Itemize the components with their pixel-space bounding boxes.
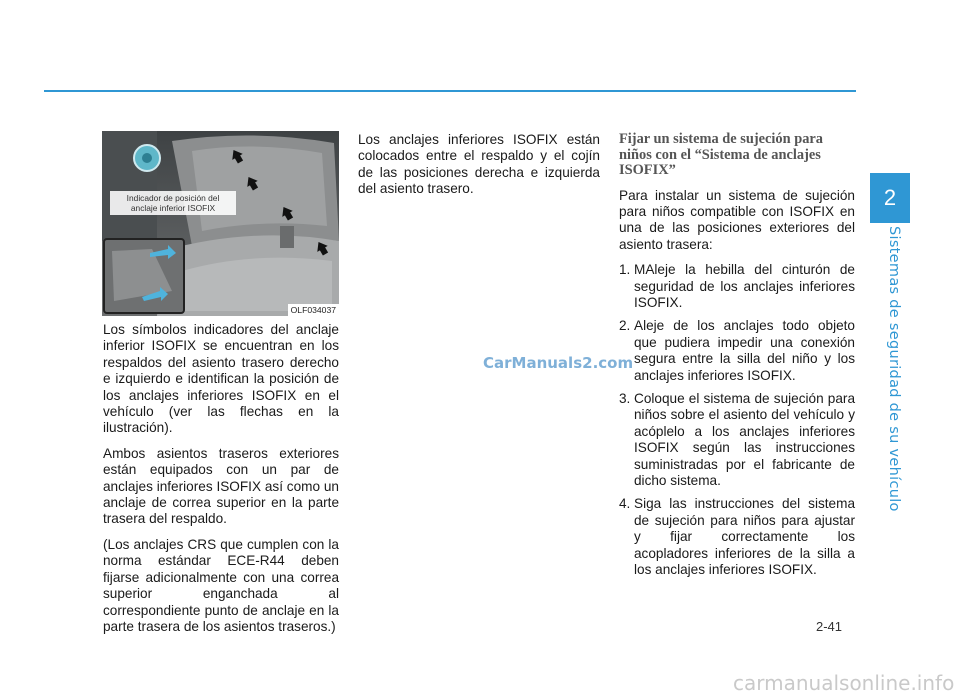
paragraph: Ambos asientos traseros exteriores están equipados con un par de anclajes inferiores ISOFIX así como un anclaje de correa superior en la parte trasera del respaldo. <box>103 445 339 527</box>
instruction-steps <box>619 262 855 578</box>
paragraph: Los símbolos indicadores del anclaje inferior ISOFIX se encuentran en los respaldos del asiento trasero derecho e izquierdo e identifican la posición de los anclajes inferiores ISOFIX en el vehículo (ver las flechas en la ilustración). <box>103 322 339 436</box>
step-item <box>619 496 855 578</box>
rear-seat-photo <box>102 131 339 316</box>
seatback-panel <box>192 146 327 231</box>
site-watermark[interactable]: CarManuals2.com <box>483 354 634 372</box>
page-number: 2-41 <box>816 619 843 634</box>
step-text: Siga las instrucciones del sistema de sujeción para niños para ajustar y fijar correctamente los acopladores inferiores de la silla a los anclajes inferiores ISOFIX. <box>634 496 855 578</box>
footer-watermark[interactable]: carmanualsonline.info <box>733 671 955 695</box>
step-text: Coloque el sistema de sujeción para niños sobre el asiento del vehículo y acóplelo a los anclajes inferiores ISOFIX según las instrucciones suministradas por el fabricante de dicho sistema. <box>634 390 855 488</box>
column-left <box>103 322 339 644</box>
belt-buckle <box>280 226 294 248</box>
step-item <box>619 318 855 384</box>
column-middle <box>358 132 600 207</box>
step-number: 4. <box>619 496 631 512</box>
paragraph: Los anclajes inferiores ISOFIX están colocados entre el respaldo y el cojín de las posiciones derecha e izquierda del asiento trasero. <box>358 132 600 197</box>
section-intro: Para instalar un sistema de sujeción para niños compatible con ISOFIX en una de las posiciones exteriores del asiento trasera: <box>619 187 855 252</box>
chapter-title: Sistemas de seguridad de su vehículo <box>886 226 902 512</box>
step-number: 2. <box>619 318 631 334</box>
section-heading: Fijar un sistema de sujeción para niños con el “Sistema de anclajes ISOFIX” <box>619 131 823 178</box>
chapter-number-tab: 2 <box>870 173 910 223</box>
step-item <box>619 262 855 311</box>
step-text: MAleje la hebilla del cinturón de seguridad de los anclajes inferiores ISOFIX. <box>634 262 855 310</box>
step-number: 1. <box>619 262 631 278</box>
isofix-seat-illustration <box>102 131 339 316</box>
column-right <box>619 132 855 585</box>
figure-caption: Indicador de posición del anclaje inferior ISOFIX <box>110 191 236 215</box>
header-rule <box>44 90 856 92</box>
step-text: Aleje de los anclajes todo objeto que pudiera impedir una conexión segura entre la silla del niño y los anclajes inferiores ISOFIX. <box>634 318 855 383</box>
figure-code: OLF034037 <box>288 304 339 316</box>
paragraph: (Los anclajes CRS que cumplen con la norma estándar ECE-R44 deben fijarse adicionalmente con una correa superior enganchada al correspondiente punto de anclaje en la parte trasera de los asientos traseros.) <box>103 536 339 634</box>
step-number: 3. <box>619 390 631 406</box>
step-item <box>619 391 855 489</box>
